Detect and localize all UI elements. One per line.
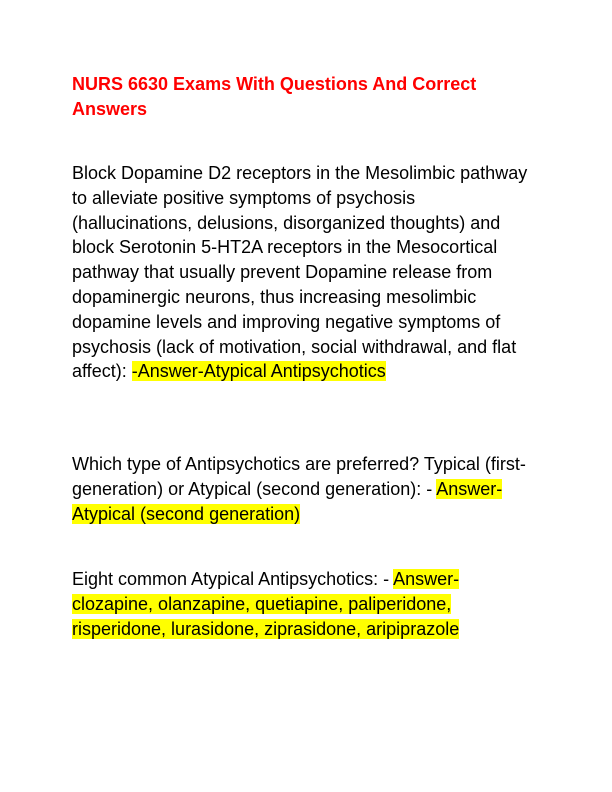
qa-item: [72, 452, 540, 526]
document-title: NURS 6630 Exams With Questions And Correct Answers: [72, 74, 477, 119]
answer-text: Answer-clozapine, olanzapine, quetiapine, paliperidone, risperidone, lurasidone, ziprasidone, aripiprazole: [72, 569, 460, 639]
question-text: Eight common Atypical Antipsychotics: -: [72, 569, 394, 589]
question-text: Block Dopamine D2 receptors in the Mesolimbic pathway to alleviate positive symptoms of psychosis (hallucinations, delusions, disorganized thoughts) and block Serotonin 5-HT2A receptors in the Mesocortical pathway that usually prevent Dopamine release from dopaminergic neurons, thus increasing mesolimbic dopamine levels and improving negative symptoms of psychosis (lack of motivation, social withdrawal, and flat affect):: [72, 163, 528, 382]
answer-text: Answer-Atypical (second generation): [72, 478, 503, 524]
qa-item: [72, 567, 540, 641]
question-text: Which type of Antipsychotics are preferred? Typical (first-generation) or Atypical (second generation): -: [72, 454, 526, 499]
answer-text: -Answer-Atypical Antipsychotics: [131, 361, 386, 382]
qa-item: [72, 161, 540, 384]
